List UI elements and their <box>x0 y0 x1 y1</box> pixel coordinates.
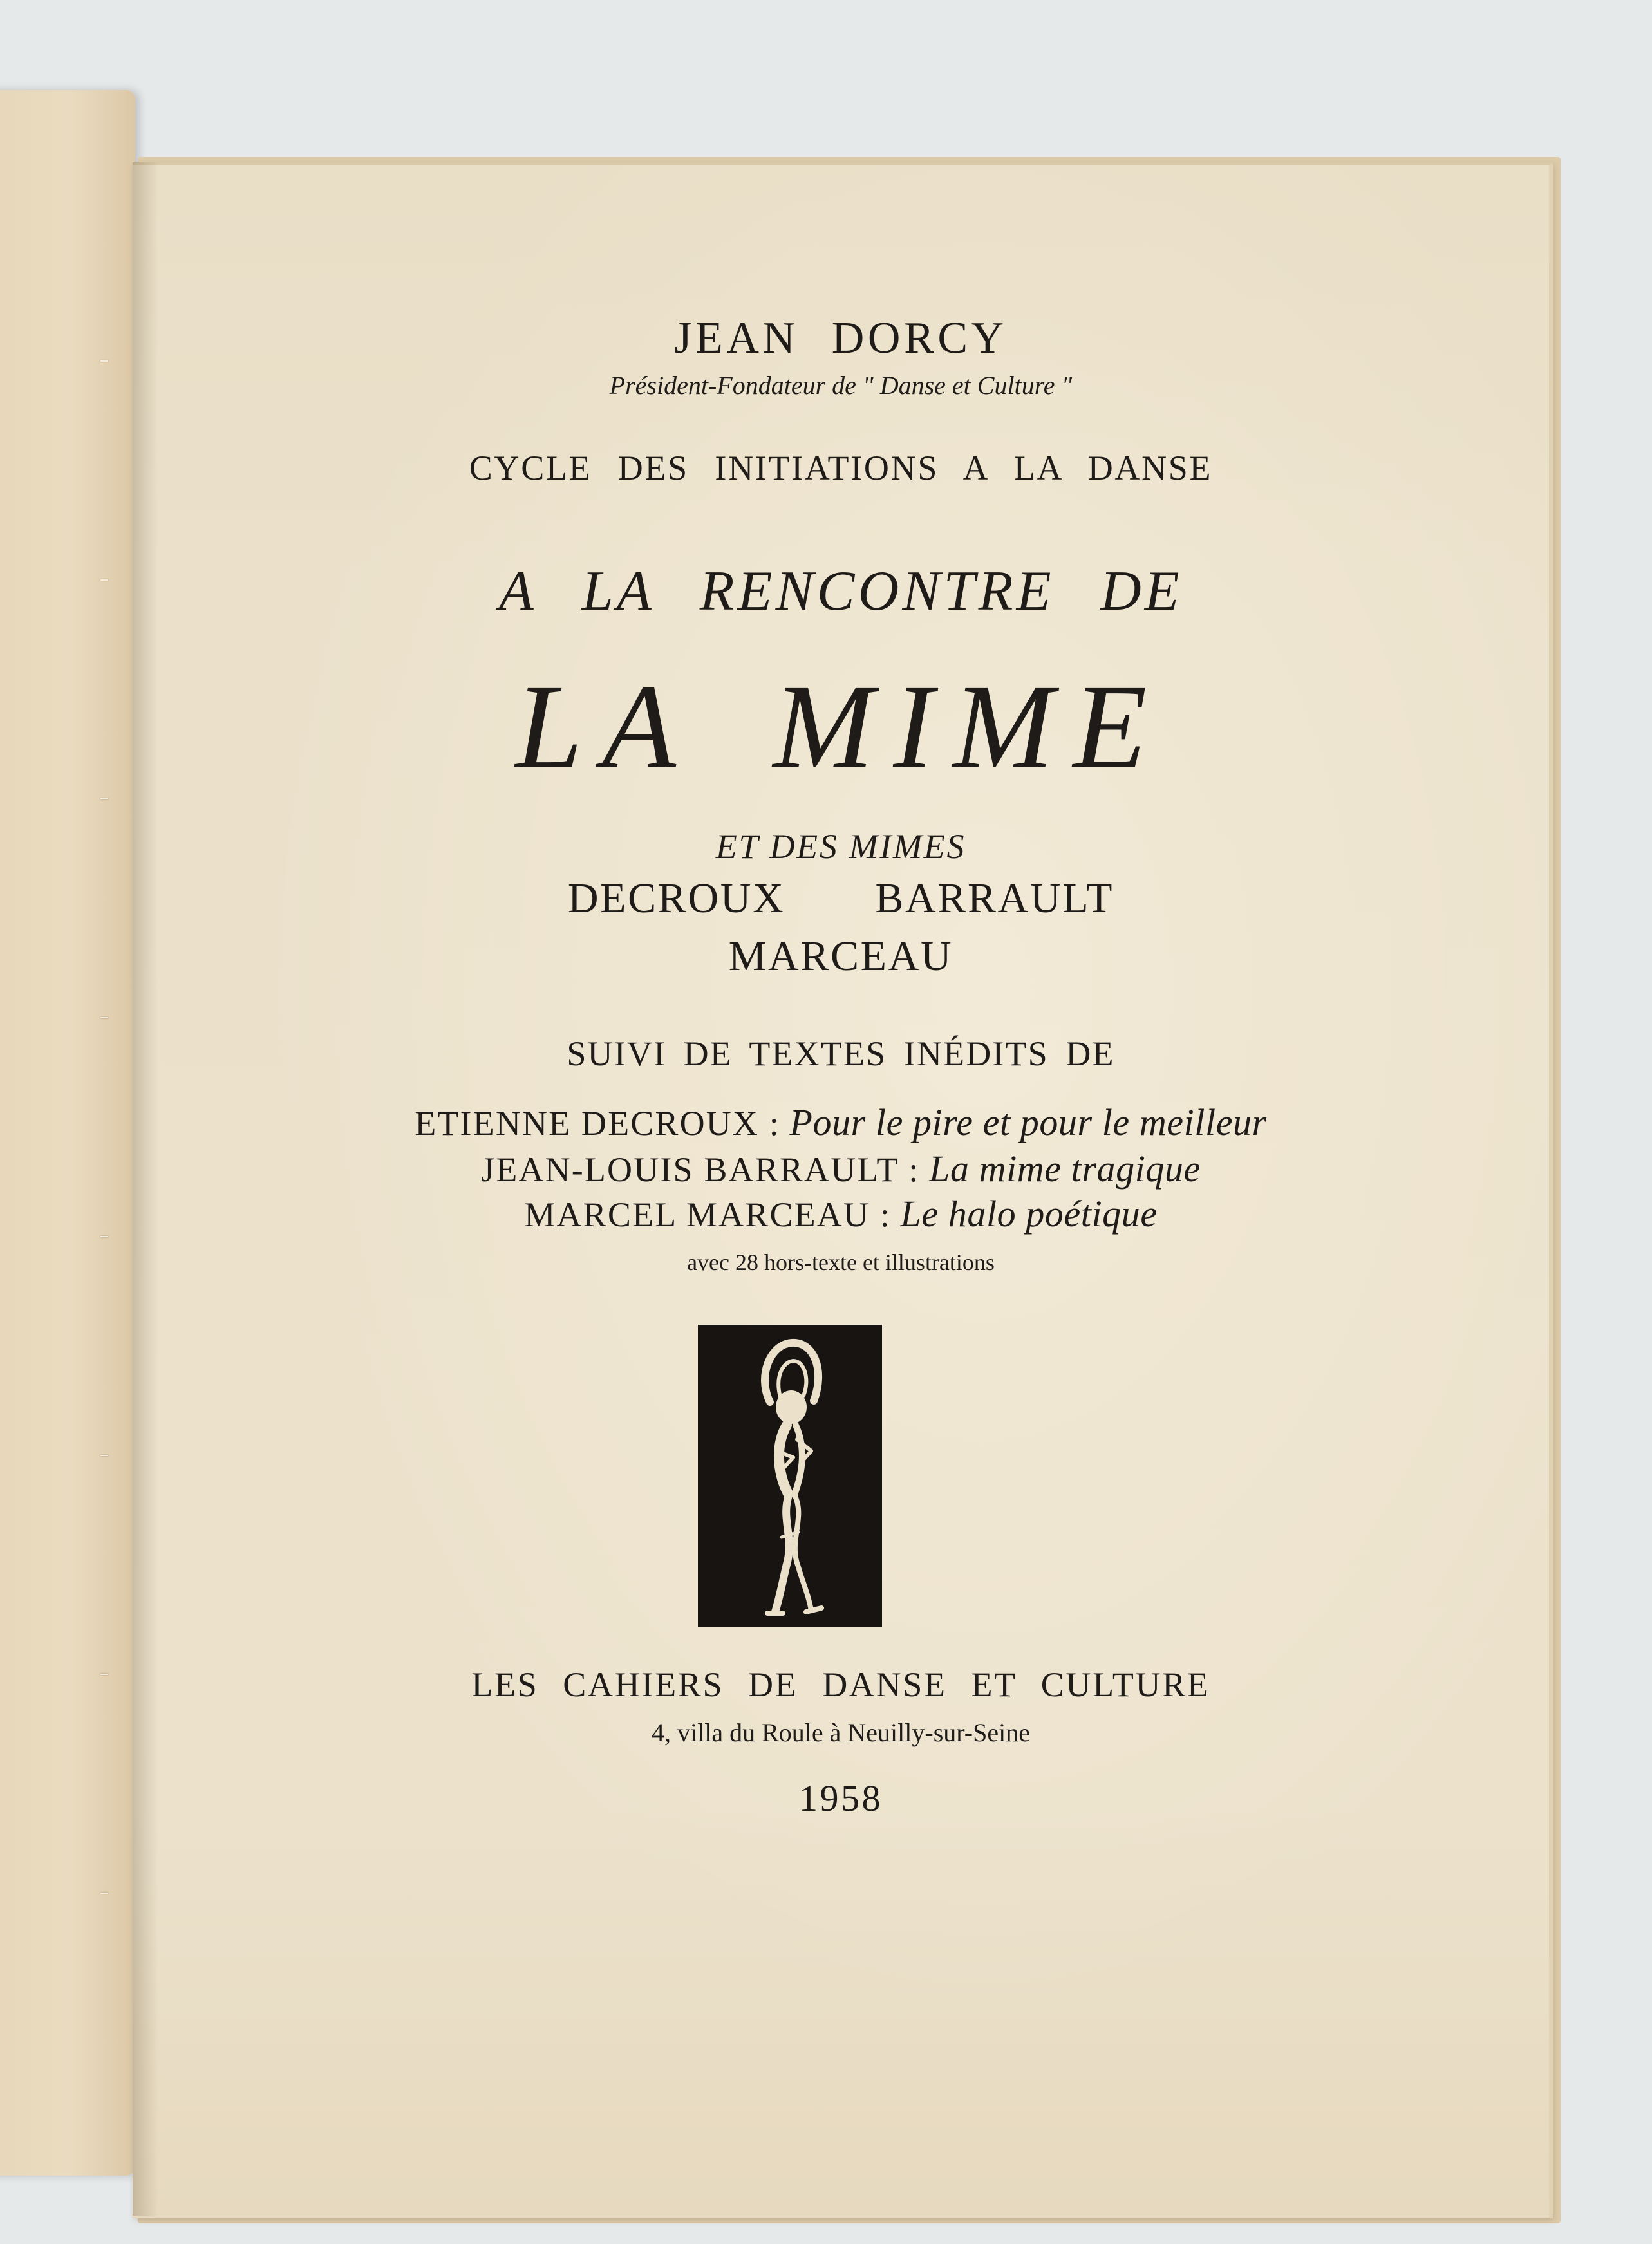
publisher-address: 4, villa du Roule à Neuilly-sur-Seine <box>652 1718 1030 1747</box>
publication-year: 1958 <box>799 1777 883 1819</box>
mime-figure-woodcut-icon <box>698 1325 882 1627</box>
mime-name: BARRAULT <box>875 875 1114 922</box>
illustrations-note: avec 28 hors-texte et illustrations <box>687 1249 995 1275</box>
publisher-name: LES CAHIERS DE DANSE ET CULTURE <box>471 1665 1210 1704</box>
contributor-name: JEAN-LOUIS BARRAULT : <box>481 1150 920 1189</box>
contributor-name: MARCEL MARCEAU : <box>524 1195 891 1234</box>
binding-stitch <box>100 1236 108 1237</box>
binding-stitch <box>100 1017 108 1018</box>
main-title: LA MIME <box>515 659 1167 794</box>
binding-stitch <box>100 1893 108 1894</box>
facing-page <box>0 90 135 2176</box>
binding-stitch <box>100 1455 108 1456</box>
binding-stitch <box>100 579 108 581</box>
contribution-line <box>133 1192 1549 1235</box>
binding-stitch <box>100 360 108 362</box>
contribution-line <box>133 1147 1549 1190</box>
mime-name: DECROUX <box>567 875 785 922</box>
subtitle: ET DES MIMES <box>715 827 966 866</box>
title-prefix: A LA RENCONTRE DE <box>499 560 1183 622</box>
contribution-title: Pour le pire et pour le meilleur <box>789 1101 1267 1143</box>
contribution-title: Le halo poétique <box>900 1193 1158 1235</box>
texts-heading: SUIVI DE TEXTES INÉDITS DE <box>567 1034 1115 1073</box>
series-title: CYCLE DES INITIATIONS A LA DANSE <box>469 449 1213 487</box>
binding-stitch <box>100 798 108 799</box>
binding-stitch <box>100 1674 108 1675</box>
mime-name: MARCEAU <box>728 933 953 980</box>
contribution-title: La mime tragique <box>929 1148 1201 1190</box>
contributor-name: ETIENNE DECROUX : <box>415 1104 780 1143</box>
author-name: JEAN DORCY <box>674 313 1008 363</box>
contribution-line <box>133 1101 1549 1144</box>
mimes-names-row <box>133 874 1549 923</box>
author-role: Président-Fondateur de " Danse et Culture " <box>609 371 1073 400</box>
